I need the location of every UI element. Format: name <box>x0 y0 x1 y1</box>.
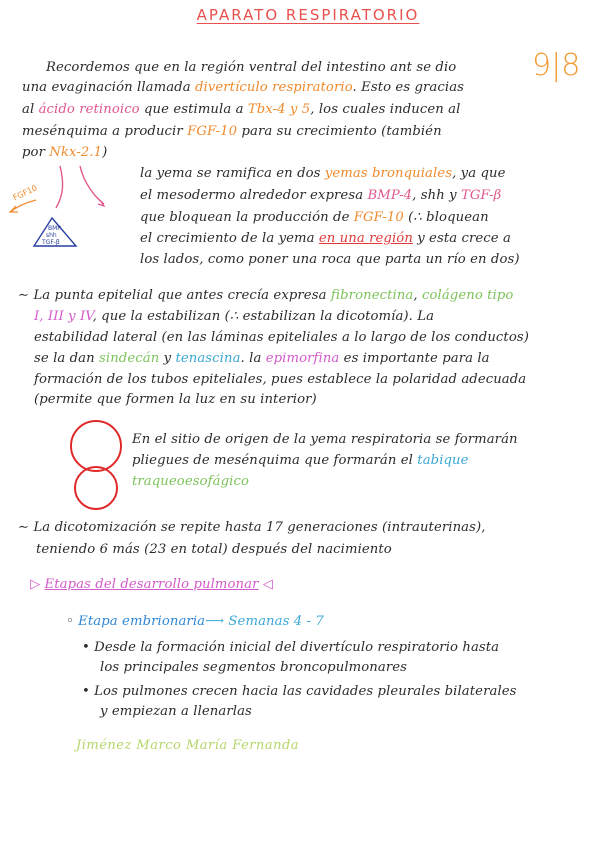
para4-line3: traqueoesofágico <box>132 474 249 489</box>
para1-line1: Recordemos que en la región ventral del intestino ant se dio <box>46 60 457 75</box>
para3-line2: I, III y IV, que la estabilizan (∴ estabilizan la dicotomía). La <box>34 309 435 324</box>
para2-line3: que bloquean la producción de FGF-10 (∴ bloquean <box>140 210 489 225</box>
para3-line4: se la dan sindecán y tenascina. la epimorfina es importante para la <box>34 351 490 366</box>
para3-line5: formación de los tubos epiteliales, pues establece la polaridad adecuada <box>34 372 527 387</box>
para2-line5: los lados, como poner una roca que parta un río en dos) <box>140 252 520 267</box>
section-heading: ▷ Etapas del desarrollo pulmonar ◁ <box>30 577 274 592</box>
para5-line2: teniendo 6 más (23 en total) después del nacimiento <box>36 542 392 557</box>
bullet1-line1: • Desde la formación inicial del divertículo respiratorio hasta <box>82 640 500 655</box>
bullet2-line1: • Los pulmones crecen hacia las cavidades pleurales bilaterales <box>82 684 517 699</box>
para2-line2: el mesodermo alrededor expresa BMP-4, shh y TGF-β <box>140 188 502 203</box>
stage-line: ◦ Etapa embrionaria⟶ Semanas 4 - 7 <box>66 614 324 629</box>
author-signature: Jiménez Marco María Fernanda <box>76 738 300 753</box>
tri-label-1: BMP <box>48 225 61 232</box>
para1-line4: mesénquima a producir FGF-10 para su crecimiento (también <box>22 124 442 139</box>
bullet2-line2: y empiezan a llenarlas <box>100 704 252 719</box>
page-title: APARATO RESPIRATORIO <box>196 6 420 24</box>
para1-line3: al ácido retinoico que estimula a Tbx-4 y 5, los cuales inducen al <box>22 102 461 117</box>
para5-line1: ∼ La dicotomización se repite hasta 17 generaciones (intrauterinas), <box>18 520 486 535</box>
para1-line2: una evaginación llamada divertículo respiratorio. Esto es gracias <box>22 80 465 95</box>
para3-line3: estabilidad lateral (en las láminas epiteliales a lo largo de los conductos) <box>34 330 529 345</box>
para3-line6: (permite que formen la luz en su interior) <box>34 392 317 407</box>
para2-line1: la yema se ramifica en dos yemas bronquiales, ya que <box>140 166 506 181</box>
para1-line5: por Nkx-2.1) <box>22 145 108 160</box>
para4-line2: pliegues de mesénquima que formarán el tabique <box>132 453 469 468</box>
page-numbers: 9|8 <box>532 48 581 83</box>
branching-diagram <box>0 160 128 250</box>
para4-line1: En el sitio de origen de la yema respiratoria se formarán <box>132 432 518 447</box>
tri-label-2: shh <box>46 232 57 239</box>
tri-label-3: TGF-β <box>42 239 60 246</box>
para3-line1: ∼ La punta epitelial que antes crecía expresa fibronectina, colágeno tipo <box>18 288 514 303</box>
lung-bud-drawing <box>58 418 134 514</box>
fgf10-label: FGF10 <box>11 183 39 203</box>
bullet1-line2: los principales segmentos broncopulmonares <box>100 660 408 675</box>
para2-line4: el crecimiento de la yema en una región y esta crece a <box>140 231 511 246</box>
